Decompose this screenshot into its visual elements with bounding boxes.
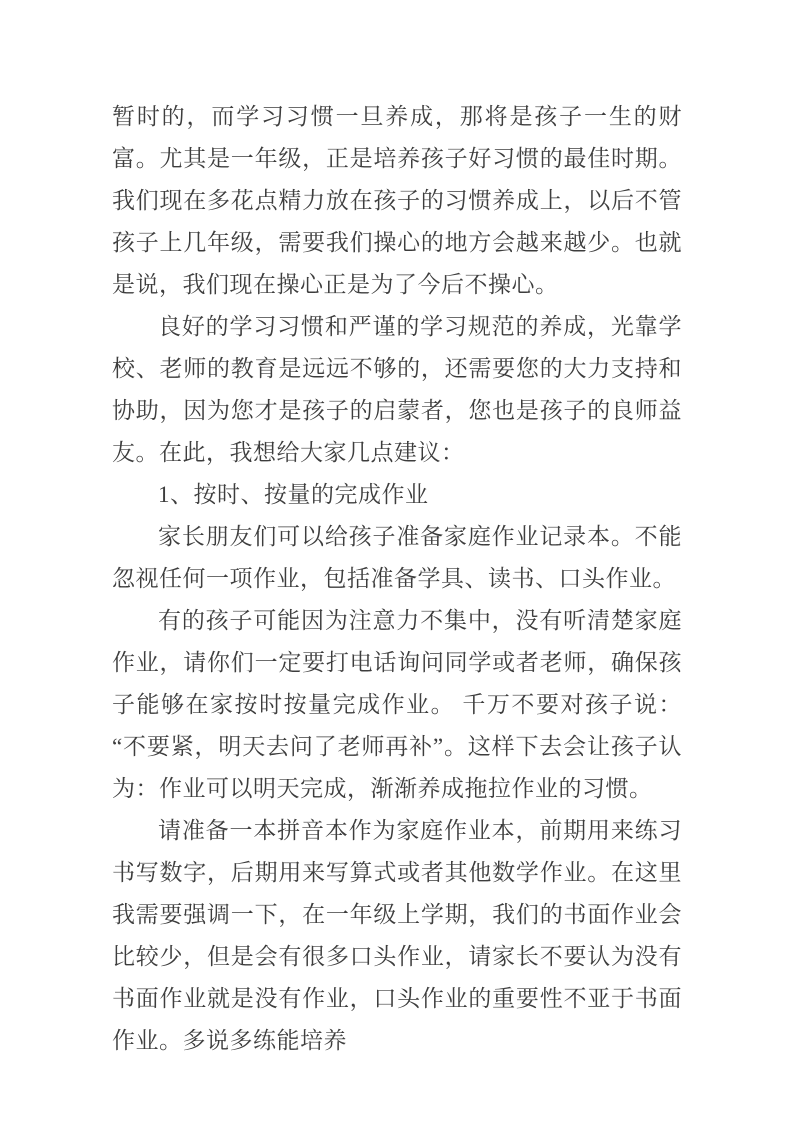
paragraph-homework-notebook: 家长朋友们可以给孩子准备家庭作业记录本。不能忽视任何一项作业，包括准备学具、读书、口头作业。	[112, 524, 682, 591]
paragraph-suggestions-intro: 良好的学习习惯和严谨的学习规范的养成，光靠学校、老师的教育是远远不够的，还需要您的大力支持和协助，因为您才是孩子的启蒙者，您也是孩子的良师益友。在此，我想给大家几点建议：	[112, 314, 682, 465]
document-body	[112, 96, 682, 1062]
paragraph-pinyin-notebook: 请准备一本拼音本作为家庭作业本，前期用来练习书写数字，后期用来写算式或者其他数学作业。在这里我需要强调一下，在一年级上学期，我们的书面作业会比较少，但是会有很多口头作业，请家长不要认为没有书面作业就是没有作业，口头作业的重要性不亚于书面作业。多说多练能培养	[112, 818, 682, 1053]
paragraph-continuation: 暂时的，而学习习惯一旦养成，那将是孩子一生的财富。尤其是一年级，正是培养孩子好习惯的最佳时期。我们现在多花点精力放在孩子的习惯养成上，以后不管孩子上几年级，需要我们操心的地方会越来越少。也就是说，我们现在操心正是为了今后不操心。	[112, 104, 682, 297]
paragraph-attention-homework: 有的孩子可能因为注意力不集中，没有听清楚家庭作业，请你们一定要打电话询问同学或者老师，确保孩子能够在家按时按量完成作业。 千万不要对孩子说：“不要紧，明天去问了老师再补”。这样下去会让孩子认为：作业可以明天完成，渐渐养成拖拉作业的习惯。	[112, 608, 682, 801]
numbered-item-1: 1、按时、按量的完成作业	[158, 482, 429, 507]
